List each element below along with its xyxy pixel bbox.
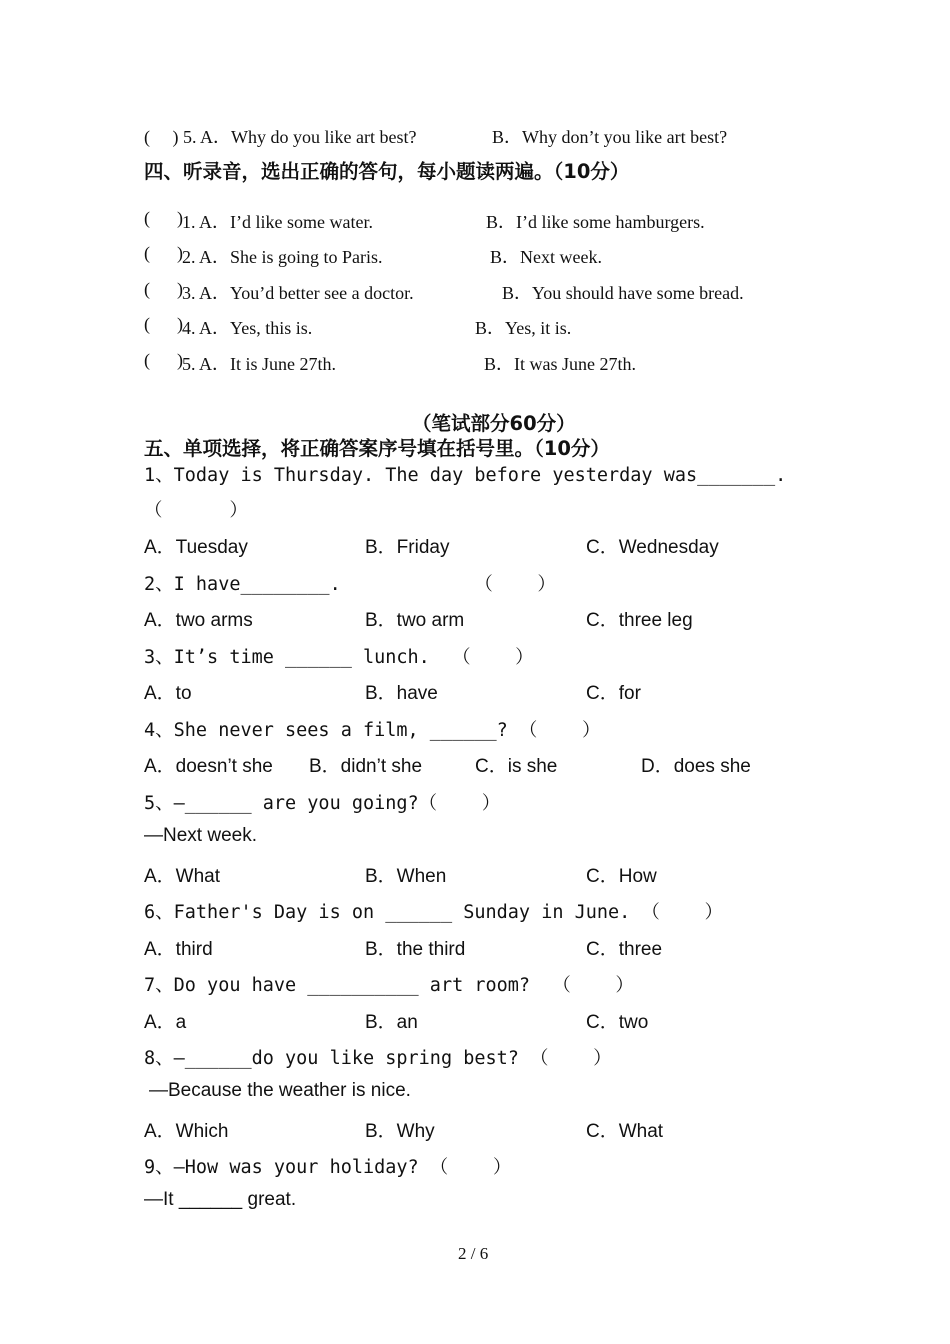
s5-q7-option-a: A．a [144, 1012, 187, 1033]
s5-q4-stem: 4、She never sees a film, ______? （ ） [144, 720, 601, 741]
s5-q2-option-b: B．two arm [365, 610, 465, 631]
s4-q3-paren: ( ) [144, 279, 183, 299]
s5-q5-option-a: A．What [144, 866, 221, 887]
s5-q3-option-b: B．have [365, 683, 438, 704]
s5-q9-stem: 9、—How was your holiday? （ ） [144, 1157, 512, 1178]
s5-q1-option-b: B．Friday [365, 537, 450, 558]
page-number: 2 / 6 [458, 1244, 489, 1263]
s4-q1-paren: ( ) [144, 208, 183, 228]
s5-q8-reply: —Because the weather is nice. [149, 1080, 411, 1101]
s5-q1-stem: 1、Today is Thursday. The day before yesterday was_______. [144, 465, 787, 486]
s4-q1-option-b: B．I’d like some hamburgers. [486, 212, 705, 232]
s5-q8-option-a: A．Which [144, 1121, 229, 1142]
s4-q3-option-b: B．You should have some bread. [502, 283, 744, 303]
s5-q5-option-b: B．When [365, 866, 447, 887]
s5-q7-option-b: B．an [365, 1012, 418, 1033]
s5-q6-option-a: A．third [144, 939, 213, 960]
s5-q8-option-c: C．What [586, 1121, 664, 1142]
s5-q8-stem: 8、—______do you like spring best? （ ） [144, 1048, 612, 1069]
s5-q6-option-b: B．the third [365, 939, 466, 960]
s5-q5-option-c: C．How [586, 866, 657, 887]
s4-q5-paren: ( ) [144, 350, 183, 370]
s4-q4-option-a: 4. A．Yes, this is. [182, 318, 313, 338]
s5-q2-option-a: A．two arms [144, 610, 253, 631]
s5-q9-reply: —It ______ great. [144, 1189, 297, 1210]
s5-q5-stem: 5、—______ are you going?（ ） [144, 793, 501, 814]
s4-q4-paren: ( ) [144, 314, 183, 334]
s5-q7-option-c: C．two [586, 1012, 649, 1033]
s4-q5-option-a: 5. A．It is June 27th. [182, 354, 337, 374]
s5-q3-option-c: C．for [586, 683, 641, 704]
prev-q5-option-b: B．Why don’t you like art best? [492, 127, 728, 147]
s4-q1-option-a: 1. A．I’d like some water. [182, 212, 373, 232]
s5-q3-stem: 3、It’s time ______ lunch. （ ） [144, 647, 534, 668]
s5-q4-option-c: C．is she [475, 756, 558, 777]
s4-q4-option-b: B．Yes, it is. [475, 318, 572, 338]
s5-q3-option-a: A．to [144, 683, 192, 704]
s4-q3-option-a: 3. A．You’d better see a doctor. [182, 283, 414, 303]
s5-q6-option-c: C．three [586, 939, 663, 960]
s5-q2-option-c: C．three leg [586, 610, 693, 631]
s5-q4-option-d: D．does she [641, 756, 751, 777]
s5-q1-option-a: A．Tuesday [144, 537, 248, 558]
section5-heading: 五、单项选择，将正确答案序号填在括号里。（10分） [144, 437, 610, 460]
s5-q8-option-b: B．Why [365, 1121, 435, 1142]
section4-heading: 四、听录音，选出正确的答句，每小题读两遍。（10分） [144, 160, 630, 183]
written-part-title: （笔试部分60分） [412, 412, 576, 435]
s5-q7-stem: 7、Do you have __________ art room? （ ） [144, 975, 634, 996]
s5-q1-option-c: C．Wednesday [586, 537, 719, 558]
s5-q5-reply: —Next week. [144, 825, 257, 846]
s5-q4-option-b: B．didn’t she [309, 756, 423, 777]
s5-q2-stem: 2、I have________. （ ） [144, 574, 556, 595]
s4-q2-paren: ( ) [144, 243, 183, 263]
prev-q5-option-a: ( ) 5. A．Why do you like art best? [144, 127, 417, 147]
s5-q6-stem: 6、Father's Day is on ______ Sunday in June. （ ） [144, 902, 723, 923]
s4-q5-option-b: B．It was June 27th. [484, 354, 636, 374]
s5-q4-option-a: A．doesn’t she [144, 756, 273, 777]
s4-q2-option-a: 2. A．She is going to Paris. [182, 247, 383, 267]
s4-q2-option-b: B．Next week. [490, 247, 602, 267]
s5-q1-answer-paren: （ ） [144, 500, 248, 521]
